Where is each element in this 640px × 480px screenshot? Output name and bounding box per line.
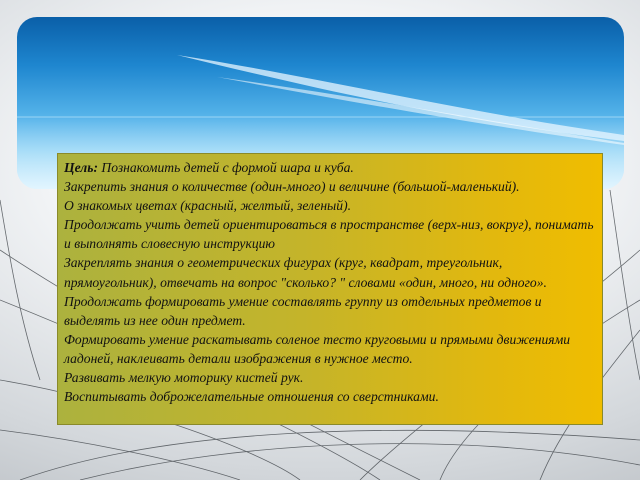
goal-line-9: Воспитывать доброжелательные отношения со сверстниками. [64,389,439,405]
goal-line-1 [64,158,596,177]
goal-line-7: Формировать умение раскатывать соленое тесто круговыми и прямыми движениями ладоней, наклеивать детали изображения в нужное место. [64,331,571,366]
goal-line-6: Продолжать формировать умение составлять группу из отдельных предметов и выделять из нее один предмет. [64,293,542,328]
goal-line-8: Развивать мелкую моторику кистей рук. [64,370,304,386]
goal-text-box [57,153,603,425]
goal-line-5: Закреплять знания о геометрических фигурах (круг, квадрат, треугольник, прямоугольник), отвечать на вопрос "сколько? " словами «один, много, ни одного». [64,255,547,290]
goal-label: Цель: [64,160,98,175]
goal-line-2: Закрепить знания о количестве (один-много) и величине (большой-маленький). [64,179,520,195]
goal-text: Познакомить детей с формой шара и куба. [101,160,354,175]
goal-line-3: О знакомых цветах (красный, желтый, зеленый). [64,198,351,214]
goal-line-4: Продолжать учить детей ориентироваться в пространстве (верх-низ, вокруг), понимать и выполнять словесную инструкцию [64,217,594,252]
